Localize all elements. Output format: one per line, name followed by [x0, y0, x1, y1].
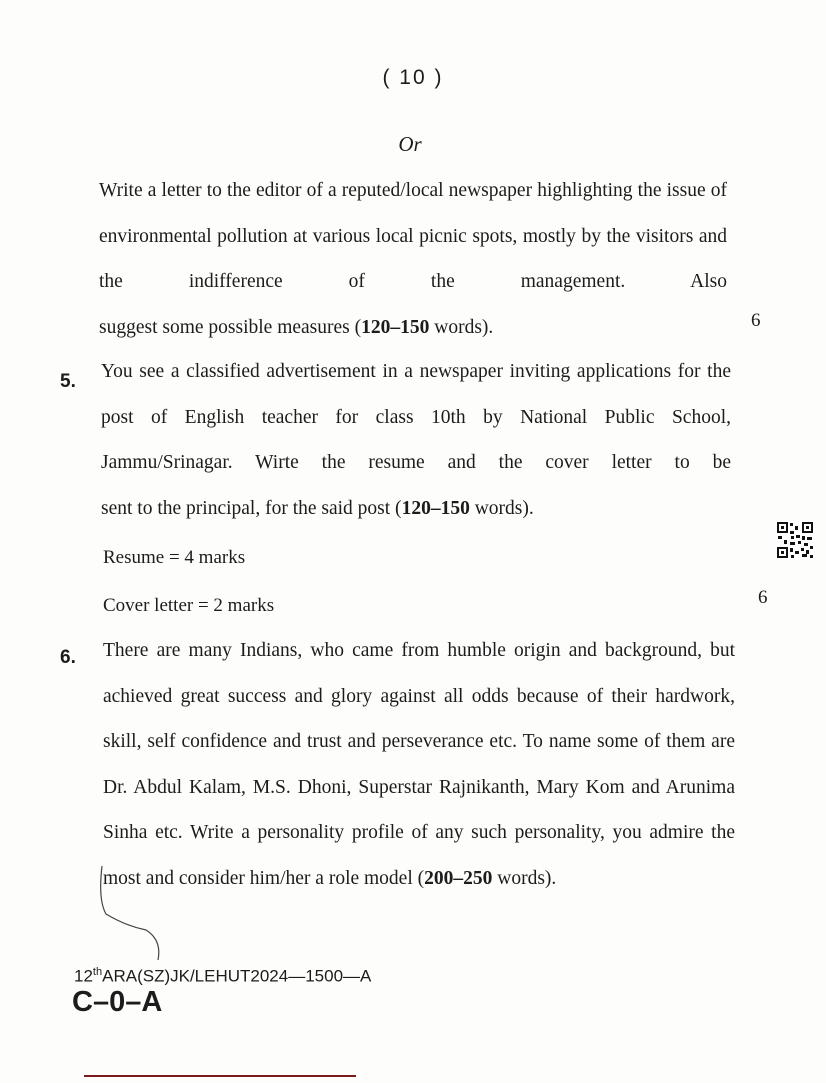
paper-code: 12thARA(SZ)JK/LEHUT2024—1500—A — [74, 966, 372, 986]
letter-marks: 6 — [751, 310, 761, 331]
question-6 — [103, 628, 735, 901]
question-6-text: There are many Indians, who came from humble origin and background, but achieved great success and glory against all odds because of their hardwork, skill, self confidence and trust and perseverance etc. To name some of them are Dr. Abdul Kalam, M.S. Dhoni, Superstar Rajnikanth, Mary Kom and Arunima Sinha etc. Write a personality profile of any such personality, you admire the — [103, 640, 735, 843]
question-5-text: You see a classified advertisement in a newspaper inviting applications for the post of English teacher for class 10th by National Public School, Jammu/Srinagar. Wirte the resume and the cover letter to be — [101, 361, 731, 473]
page-number: ( 10 ) — [382, 66, 444, 89]
paper-id: C–0–A — [72, 986, 163, 1018]
letter-question-text: Write a letter to the editor of a reputed/local newspaper highlighting the issue of environmental pollution at various local picnic spots, mostly by the visitors and the indifference of the management. Also — [99, 180, 727, 292]
question-5-word-limit: 120–150 — [401, 497, 470, 519]
qr-code-icon — [776, 521, 814, 559]
question-5-marks: 6 — [758, 587, 768, 608]
pen-mark — [96, 860, 166, 970]
or-separator: Or — [398, 132, 422, 156]
question-6-last-line: most and consider him/her a role model (200–250 words). — [103, 867, 557, 889]
letter-question-last-line: suggest some possible measures (120–150 words). — [99, 316, 494, 338]
question-6-number: 6. — [60, 647, 76, 668]
cover-letter-marks: Cover letter = 2 marks — [103, 595, 275, 616]
resume-marks: Resume = 4 marks — [103, 547, 246, 568]
question-5-last-line: sent to the principal, for the said post (120–150 words). — [101, 497, 534, 519]
bottom-edge-line — [84, 1075, 356, 1077]
question-6-word-limit: 200–250 — [424, 867, 493, 889]
letter-question — [99, 168, 727, 350]
question-5-number: 5. — [60, 371, 76, 392]
question-5 — [101, 349, 731, 531]
letter-word-limit: 120–150 — [361, 316, 430, 338]
